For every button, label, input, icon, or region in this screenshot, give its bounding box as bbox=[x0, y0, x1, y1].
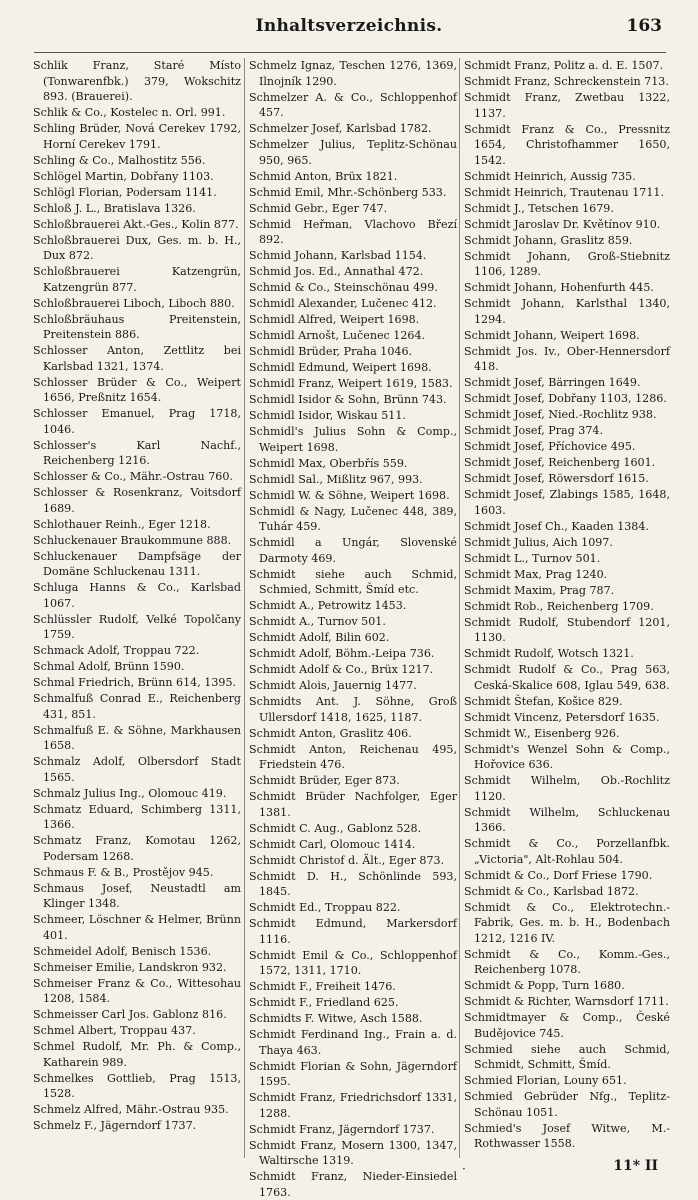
index-entry: Schmid Johann, Karlsbad 1154. bbox=[249, 249, 427, 262]
index-entry: Schluga Hanns & Co., Karlsbad 1067. bbox=[33, 581, 241, 610]
index-entry: Schmidt Franz, Schreckenstein 713. bbox=[464, 75, 669, 88]
index-entry: Schmidt & Co., Elektrotechn.-Fabrik, Ges. m. b. H., Bodenbach 1212, 1216 IV. bbox=[464, 900, 670, 945]
index-entry: Schlik Franz, Staré Místo (Tonwarenfbk.) 379, Wokschitz 893. (Brauerei). bbox=[33, 59, 241, 103]
index-entry: Schmidt J., Tetschen 1679. bbox=[464, 201, 614, 215]
index-entry: Schmeisser Carl Jos. Gablonz 816. bbox=[33, 1008, 227, 1021]
index-entry: Schmidt Rudolf, Wotsch 1321. bbox=[464, 647, 634, 660]
index-entry: Schmidt Josef, Reichenberg 1601. bbox=[464, 456, 656, 469]
index-entry: Schmal Friedrich, Brünn 614, 1395. bbox=[33, 676, 237, 689]
printer-signature: 11* II bbox=[613, 1158, 658, 1174]
index-entry: Schmidt A., Petrowitz 1453. bbox=[249, 599, 407, 612]
index-entry: Schmidt Josef Ch., Kaaden 1384. bbox=[464, 519, 649, 533]
index-entry: Schmidt Wilhelm, Schluckenau 1366. bbox=[464, 805, 670, 834]
index-entry: Schmidt Christof d. Ält., Eger 873. bbox=[249, 853, 445, 867]
index-entry: Schmied's Josef Witwe, M.-Rothwasser 1558. bbox=[464, 1121, 670, 1150]
index-entry: Schmidt & Co., Karlsbad 1872. bbox=[464, 884, 639, 898]
index-entry: Schmidt Rudolf & Co., Prag 563, Ceská-Skalice 608, Iglau 549, 638. bbox=[464, 663, 670, 692]
index-entry: Schmidt Štefan, Košice 829. bbox=[464, 694, 623, 708]
index-entry: Schmidt Josef, Prag 374. bbox=[464, 424, 603, 437]
index-entry: Schmidt F., Friedland 625. bbox=[249, 996, 399, 1009]
index-entry: Schloßbrauerei Katzengrün, Katzengrün 877. bbox=[33, 265, 241, 294]
index-entry: Schmidt Jaroslav Dr. Květínov 910. bbox=[464, 217, 661, 231]
index-entry: Schmidl Isidor, Wiskau 511. bbox=[249, 409, 406, 422]
page-footer bbox=[0, 1158, 698, 1184]
index-entry: Schmidl Alexander, Lučenec 412. bbox=[249, 297, 437, 310]
column-divider bbox=[244, 58, 245, 1158]
index-entry: Schmidt Brüder, Eger 873. bbox=[249, 774, 400, 787]
index-entry: Schmidt & Co., Komm.-Ges., Reichenberg 1078. bbox=[464, 947, 670, 976]
index-entry: Schlosser & Co., Mähr.-Ostrau 760. bbox=[33, 470, 233, 483]
index-entry: Schmidt Josef, Zlabings 1585, 1648, 1603. bbox=[464, 488, 670, 517]
index-entry: Schloß J. L., Bratislava 1326. bbox=[33, 201, 196, 215]
index-entry: Schlosser Anton, Zettlitz bei Karlsbad 1321, 1374. bbox=[33, 344, 241, 373]
index-entry: Schmidl Sal., Mißlitz 967, 993. bbox=[249, 472, 423, 486]
index-entry: Schmidl W. & Söhne, Weipert 1698. bbox=[249, 488, 450, 502]
index-entry: Schmeiser Franz & Co., Wittesohau 1208, 1584. bbox=[33, 976, 241, 1005]
index-column-3 bbox=[464, 58, 670, 1153]
index-entry: Schmidl Brüder, Praha 1046. bbox=[249, 345, 413, 358]
index-entry: Schmidt Franz, Friedrichsdorf 1331, 1288. bbox=[249, 1091, 457, 1120]
index-entry: Schlüssler Rudolf, Velké Topolčany 1759. bbox=[33, 612, 241, 641]
index-entry: Schmid Emil, Mhr.-Schönberg 533. bbox=[249, 185, 447, 199]
index-entry: Schmidt Vincenz, Petersdorf 1635. bbox=[464, 710, 660, 724]
index-entry: Schmack Adolf, Troppau 722. bbox=[33, 644, 200, 657]
index-entry: Schmidt Adolf, Bilin 602. bbox=[249, 631, 390, 644]
index-entry: Schlosser's Karl Nachf., Reichenberg 1216. bbox=[33, 438, 241, 467]
index-entry: Schmidt Josef, Nied.-Rochlitz 938. bbox=[464, 408, 657, 421]
index-entry: Schluckenauer Dampfsäge der Domäne Schluckenau 1311. bbox=[33, 549, 241, 578]
header-rule bbox=[34, 52, 666, 53]
index-entry: Schmidt & Richter, Warnsdorf 1711. bbox=[464, 995, 669, 1008]
index-entry: Schmidts Ant. J. Söhne, Groß Ullersdorf 1418, 1625, 1187. bbox=[249, 695, 457, 724]
index-entry: Schmidt Julius, Aich 1097. bbox=[464, 535, 613, 549]
index-entry: Schmidt & Co., Porzellanfbk. „Victoria", Alt-Rohlau 504. bbox=[464, 837, 670, 866]
index-entry: Schmidt Franz, Nieder-Einsiedel 1763. bbox=[249, 1170, 457, 1199]
index-entry: Schmid Anton, Brüx 1821. bbox=[249, 169, 398, 183]
index-entry: Schmied Florian, Louny 651. bbox=[464, 1074, 627, 1087]
index-entry: Schmidl's Julius Sohn & Comp., Weipert 1698. bbox=[249, 425, 457, 454]
index-entry: Schmidt Heinrich, Trautenau 1711. bbox=[464, 185, 664, 199]
index-entry: Schmidt Edmund, Markersdorf 1116. bbox=[249, 917, 457, 946]
index-entry: Schmidt Josef, Dobřany 1103, 1286. bbox=[464, 392, 667, 405]
index-entry: Schmidl Arnošt, Lučenec 1264. bbox=[249, 329, 426, 342]
index-entry: Schmidt Johann, Groß-Stiebnitz 1106, 1289. bbox=[464, 249, 670, 278]
index-entry: Schling Brüder, Nová Cerekev 1792, Horní Cerekev 1791. bbox=[33, 122, 241, 151]
index-entry: Schmidt Florian & Sohn, Jägerndorf 1595. bbox=[249, 1059, 457, 1088]
index-entry: Schmidl a Ungár, Slovenské Darmoty 469. bbox=[249, 536, 457, 565]
index-entry: Schmidl Isidor & Sohn, Brünn 743. bbox=[249, 393, 447, 406]
index-entry: Schmidt Johann, Weipert 1698. bbox=[464, 328, 640, 342]
index-entry: Schmidt Emil & Co., Schloppenhof 1572, 1311, 1710. bbox=[249, 948, 457, 977]
index-entry: Schmied Gebrüder Nfg., Teplitz-Schönau 1051. bbox=[464, 1090, 670, 1119]
index-entry: Schmidt Josef, Röwersdorf 1615. bbox=[464, 472, 649, 485]
index-entry: Schmelz Alfred, Mähr.-Ostrau 935. bbox=[33, 1103, 229, 1116]
index-entry: Schmalfuß Conrad E., Reichenberg 431, 851. bbox=[33, 692, 241, 721]
index-entry: Schmidl & Nagy, Lučenec 448, 389, Tuhár 459. bbox=[249, 504, 457, 533]
index-entry: Schmidt & Popp, Turn 1680. bbox=[464, 979, 625, 992]
page-header bbox=[0, 14, 698, 44]
index-entry: Schmatz Franz, Komotau 1262, Podersam 1268. bbox=[33, 834, 241, 863]
index-entry: Schmidt Maxim, Prag 787. bbox=[464, 583, 615, 597]
index-entry: Schmelzer Josef, Karlsbad 1782. bbox=[249, 122, 432, 135]
index-entry: Schmelz Ignaz, Teschen 1276, 1369, Ilnojník 1290. bbox=[249, 59, 457, 88]
index-entry: Schmeiser Emilie, Landskron 932. bbox=[33, 960, 227, 974]
index-entry: Schmelkes Gottlieb, Prag 1513, 1528. bbox=[33, 1071, 241, 1100]
index-entry: Schmidt L., Turnov 501. bbox=[464, 551, 601, 565]
index-entry: Schmidl Alfred, Weipert 1698. bbox=[249, 313, 420, 326]
index-entry: Schmidl Franz, Weipert 1619, 1583. bbox=[249, 377, 453, 390]
index-entry: Schling & Co., Malhostitz 556. bbox=[33, 153, 206, 167]
index-entry: Schmid Heřman, Vlachovo Březí 892. bbox=[249, 217, 457, 246]
index-entry: Schmid Gebr., Eger 747. bbox=[249, 201, 388, 215]
index-entry: Schmidt Rudolf, Stubendorf 1201, 1130. bbox=[464, 615, 670, 644]
index-entry: Schmaus F. & B., Prostějov 945. bbox=[33, 865, 214, 879]
index-entry: Schmeidel Adolf, Benisch 1536. bbox=[33, 944, 212, 958]
index-entry: Schmalz Julius Ing., Olomouc 419. bbox=[33, 786, 227, 800]
index-entry: Schmidt Franz & Co., Pressnitz 1654, Christofhammer 1650, 1542. bbox=[464, 122, 670, 167]
index-entry: Schmel Albert, Troppau 437. bbox=[33, 1024, 196, 1037]
index-entry: Schmalz Adolf, Olbersdorf Stadt 1565. bbox=[33, 755, 241, 784]
index-entry: Schmidt's Wenzel Sohn & Comp., Hořovice 636. bbox=[464, 742, 670, 771]
index-entry: Schmidt Adolf & Co., Brüx 1217. bbox=[249, 663, 434, 676]
index-entry: Schmidt Franz, Politz a. d. E. 1507. bbox=[464, 59, 664, 72]
index-entry: Schmidt Johann, Karlsthal 1340, 1294. bbox=[464, 297, 670, 326]
index-entry: Schloßbrauerei Liboch, Liboch 880. bbox=[33, 296, 235, 310]
index-entry: Schmelzer A. & Co., Schloppenhof 457. bbox=[249, 90, 457, 119]
index-entry: Schmidt Josef, Bärringen 1649. bbox=[464, 376, 641, 389]
index-entry: Schmidt Max, Prag 1240. bbox=[464, 567, 608, 581]
index-entry: Schmel Rudolf, Mr. Ph. & Comp., Katharein 989. bbox=[33, 1040, 241, 1069]
index-entry: Schlosser Brüder & Co., Weipert 1656, Preßnitz 1654. bbox=[33, 375, 241, 404]
index-entry: Schmidt Carl, Olomouc 1414. bbox=[249, 837, 416, 851]
index-entry: Schmidt Josef, Příchovice 495. bbox=[464, 440, 636, 453]
index-entry: Schmidt Johann, Graslitz 859. bbox=[464, 233, 633, 247]
index-entry: Schmidt Franz, Zwetbau 1322, 1137. bbox=[464, 91, 670, 120]
index-entry: Schmal Adolf, Brünn 1590. bbox=[33, 660, 185, 673]
index-entry: Schmidt Johann, Hohenfurth 445. bbox=[464, 281, 654, 294]
index-entry: Schlosser Emanuel, Prag 1718, 1046. bbox=[33, 407, 241, 436]
index-entry: Schmidt Heinrich, Aussig 735. bbox=[464, 169, 636, 183]
index-entry: Schmidt Wilhelm, Ob.-Rochlitz 1120. bbox=[464, 774, 670, 803]
index-entry: Schmidt A., Turnov 501. bbox=[249, 615, 386, 628]
index-entry: Schmidt & Co., Dorf Friese 1790. bbox=[464, 868, 653, 882]
index-entry: Schmidt Ferdinand Ing., Frain a. d. Thaya 463. bbox=[249, 1028, 457, 1057]
page-title: Inhaltsverzeichnis. bbox=[255, 16, 443, 36]
index-entry: Schmidt Alois, Jauernig 1477. bbox=[249, 679, 417, 692]
index-entry: Schmidt Ed., Troppau 822. bbox=[249, 901, 401, 914]
index-entry: Schmidt C. Aug., Gablonz 528. bbox=[249, 821, 422, 835]
index-entry: Schmied siehe auch Schmid, Schmidt, Schmitt, Šmíd. bbox=[464, 1042, 670, 1071]
index-entry: Schmid & Co., Steinschönau 499. bbox=[249, 281, 438, 294]
index-entry: Schmidl Max, Oberbřís 559. bbox=[249, 456, 408, 470]
index-entry: Schmatz Eduard, Schimberg 1311, 1366. bbox=[33, 802, 241, 831]
index-entry: Schmidt Anton, Graslitz 406. bbox=[249, 726, 412, 740]
index-entry: Schlögl Florian, Podersam 1141. bbox=[33, 185, 217, 199]
index-entry: Schmidt Franz, Mosern 1300, 1347, Waltirsche 1319. bbox=[249, 1138, 457, 1167]
index-entry: Schmeer, Löschner & Helmer, Brünn 401. bbox=[33, 913, 241, 942]
index-entry: Schmidt Rob., Reichenberg 1709. bbox=[464, 599, 654, 613]
index-entry: Schmelzer Julius, Teplitz-Schönau 950, 965. bbox=[249, 138, 457, 167]
index-entry: Schmidt W., Eisenberg 926. bbox=[464, 726, 620, 740]
index-entry: Schlothauer Reinh., Eger 1218. bbox=[33, 517, 211, 531]
index-entry: Schlosser & Rosenkranz, Voitsdorf 1689. bbox=[33, 486, 241, 515]
index-column-2 bbox=[249, 58, 457, 1199]
index-entry: Schloßbräuhaus Preitenstein, Preitenstein 886. bbox=[33, 312, 241, 341]
index-entry: Schmalfuß E. & Söhne, Markhausen 1658. bbox=[33, 723, 241, 752]
index-entry: Schmidt Jos. Iv., Ober-Hennersdorf 418. bbox=[464, 344, 670, 373]
index-entry: Schloßbrauerei Akt.-Ges., Kolin 877. bbox=[33, 217, 239, 231]
index-entry: Schmidt Franz, Jägerndorf 1737. bbox=[249, 1122, 435, 1136]
index-entry: Schmid Jos. Ed., Annathal 472. bbox=[249, 265, 424, 278]
index-entry: Schmelz F., Jägerndorf 1737. bbox=[33, 1119, 197, 1132]
index-entry: Schluckenauer Braukommune 888. bbox=[33, 533, 232, 547]
index-entry: Schmidts F. Witwe, Asch 1588. bbox=[249, 1012, 423, 1025]
column-divider bbox=[459, 58, 460, 1158]
index-entry: Schloßbrauerei Dux, Ges. m. b. H., Dux 872. bbox=[33, 233, 241, 262]
index-entry: Schmaus Josef, Neustadtl am Klinger 1348. bbox=[33, 881, 241, 910]
index-entry: Schmidt Anton, Reichenau 495, Friedstein 476. bbox=[249, 742, 457, 771]
page-number: 163 bbox=[626, 16, 662, 36]
index-entry: Schlögel Martin, Dobřany 1103. bbox=[33, 169, 214, 183]
index-column-1 bbox=[33, 58, 241, 1153]
index-entry: Schmidt D. H., Schönlinde 593, 1845. bbox=[249, 869, 457, 898]
index-entry: Schmidl Edmund, Weipert 1698. bbox=[249, 361, 432, 374]
footer-mark: · bbox=[462, 1162, 466, 1176]
index-entry: Schlik & Co., Kostelec n. Orl. 991. bbox=[33, 106, 226, 119]
index-entry: Schmidt Adolf, Böhm.-Leipa 736. bbox=[249, 647, 435, 660]
index-entry: Schmidt siehe auch Schmid, Schmied, Schmitt, Šmíd etc. bbox=[249, 567, 457, 596]
index-entry: Schmidt Brüder Nachfolger, Eger 1381. bbox=[249, 790, 457, 819]
index-entry: Schmidtmayer & Comp., České Budějovice 745. bbox=[464, 1011, 670, 1040]
index-entry: Schmidt F., Freiheit 1476. bbox=[249, 980, 396, 993]
